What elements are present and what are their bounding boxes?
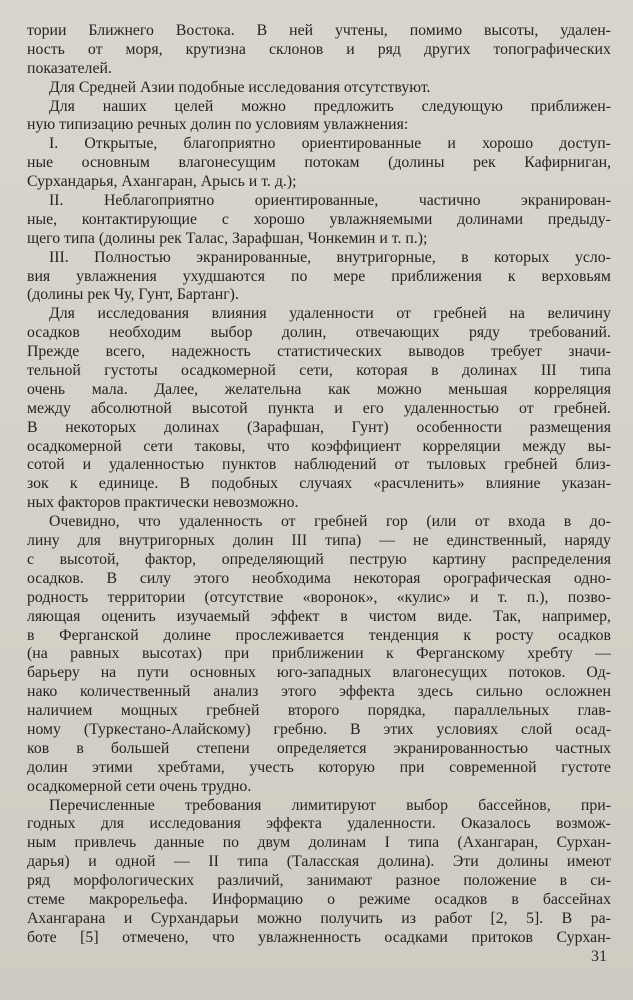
text-line: вия увлажнения ухудшаются по мере приближения к верховьям <box>27 267 611 285</box>
text-line: I. Открытые, благоприятно ориентированные и хорошо доступ- <box>49 135 611 153</box>
text-line: (долины рек Чу, Гунт, Бартанг). <box>27 286 239 304</box>
text-line: барьеру на пути основных юго-западных влагонесущих потоков. Од- <box>27 664 611 682</box>
text-line: осадков необходим выбор долин, отвечающих ряду требований. <box>27 324 611 342</box>
text-line: ные, контактирующие с хорошо увлажняемыми долинами предыду- <box>27 210 611 228</box>
text-line: наличием мощных гребней второго порядка, параллельных глав- <box>27 702 611 720</box>
text-line: с высотой, фактор, определяющий пеструю картину распределения <box>27 550 611 568</box>
text-line: Перечисленные требования лимитируют выбор бассейнов, при- <box>49 796 611 814</box>
text-line: ным привлечь данные по двум долинам I типа (Ахангаран, Сурхан- <box>27 834 611 852</box>
text-line: (на равных высотах) при приближении к Ферганскому хребту — <box>27 645 611 663</box>
text-line: родность территории (отсутствие «воронок», «кулис» и т. п.), позво- <box>27 588 611 606</box>
text-line: показателей. <box>27 59 112 77</box>
text-line: тории Ближнего Востока. В ней учтены, помимо высоты, удален- <box>27 22 611 39</box>
text-line: ную типизацию речных долин по условиям увлажнения: <box>27 116 409 134</box>
text-line: Очевидно, что удаленность от гребней гор (или от входа в до- <box>49 513 611 531</box>
text-line: II. Неблагоприятно ориентированные, частично экранирован- <box>49 192 611 210</box>
text-line: ляющая оценить изучаемый эффект в чистом виде. Так, например, <box>27 607 611 625</box>
text-line: лину для внутригорных долин III типа) — не единственный, наряду <box>27 532 611 550</box>
text-line: дарья) и одной — II типа (Таласская долина). Эти долины имеют <box>27 853 611 871</box>
text-line: осадкомерной сети очень трудно. <box>27 777 252 795</box>
text-line: Сурхандарья, Ахангаран, Арысь и т. д.); <box>27 173 297 191</box>
text-line: долин этими хребтами, учесть которую при современной густоте <box>27 758 611 776</box>
text-line: осадкомерной сети таковы, что коэффициент корреляции между вы- <box>27 437 611 455</box>
text-line: зок к единице. В подобных случаях «расчленить» влияние указан- <box>27 475 611 493</box>
text-line: ные основным влагонесущим потокам (долины рек Кафирниган, <box>27 154 611 172</box>
text-line: в Ферганской долине прослеживается тенденция к росту осадков <box>27 626 611 644</box>
text-line: ных факторов практически невозможно. <box>27 494 299 512</box>
text-line: Для исследования влияния удаленности от гребней на величину <box>49 305 611 323</box>
text-line: очень мала. Далее, желательна как можно меньшая корреляция <box>27 380 611 398</box>
text-line: ков в большей степени определяется экранированностью частных <box>27 739 611 757</box>
page-number: 31 <box>591 948 607 965</box>
text-line: боте [5] отмечено, что увлажненность осадками притоков Сурхан- <box>27 928 611 946</box>
text-line: нако количественный анализ этого эффекта здесь сильно осложнен <box>27 683 611 701</box>
text-line: стеме макрорельефа. Информацию о режиме осадков в бассейнах <box>27 890 611 908</box>
text-line: сотой и удаленностью пунктов наблюдений от тыловых гребней близ- <box>27 456 611 474</box>
text-line: ность от моря, крутизна склонов и ряд других топографических <box>27 40 611 58</box>
text-line: между абсолютной высотой пункта и его удаленностью от гребней. <box>27 399 611 417</box>
text-line: щего типа (долины рек Талас, Зарафшан, Чонкемин и т. п.); <box>27 229 428 247</box>
text-line: Для Средней Азии подобные исследования отсутствуют. <box>49 78 431 96</box>
text-line: Для наших целей можно предложить следующую приближен- <box>49 97 611 115</box>
text-line: Ахангарана и Сурхандарьи можно получить из работ [2, 5]. В ра- <box>27 909 611 927</box>
text-line: В некоторых долинах (Зарафшан, Гунт) особенности размещения <box>27 418 611 436</box>
text-line: III. Полностью экранированные, внутригорные, в которых усло- <box>49 248 611 266</box>
text-line: годных для исследования эффекта удаленности. Оказалось возмож- <box>27 815 611 833</box>
text-line: Прежде всего, надежность статистических выводов требует значи- <box>27 343 611 361</box>
text-line: осадков. В силу этого необходима некоторая орографическая одно- <box>27 569 611 587</box>
text-line: ному (Туркестано-Алайскому) гребню. В этих условиях слой осад- <box>27 720 611 738</box>
text-line: тельной густоты осадкомерной сети, которая в долинах III типа <box>27 362 611 380</box>
text-line: ряд морфологических различий, занимают разное положение в си- <box>27 872 611 890</box>
body-text <box>27 22 611 948</box>
